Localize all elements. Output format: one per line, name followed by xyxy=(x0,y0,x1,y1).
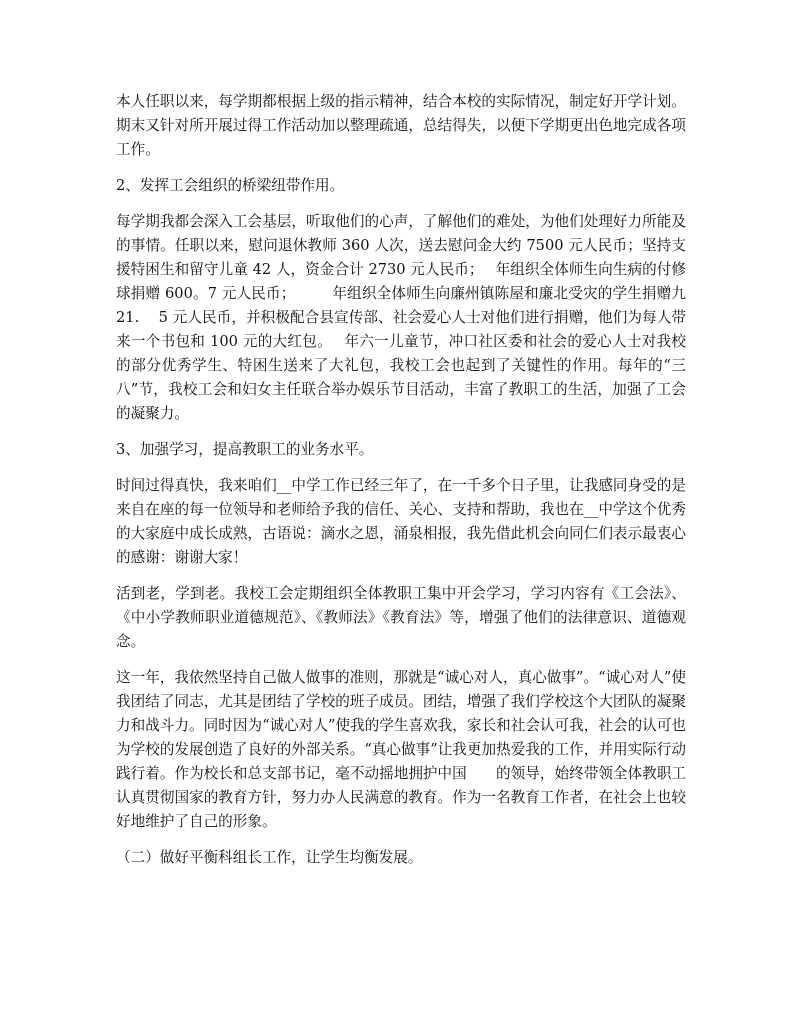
section-heading-2: 2、发挥工会组织的桥梁纽带作用。 xyxy=(116,177,345,194)
paragraph-principles: 这一年，我依然坚持自己做人做事的准则，那就是“诚心对人，真心做事”。“诚心对人”使我团结了同志，尤其是团结了学校的班子成员。团结，增强了我们学校这个大团队的凝聚力和战斗力。同时因为“诚心对人”使我的学生喜欢我，家长和社会认可我，社会的认可也为学校的发展创造了良好的外部关系。“真心做事”让我更加热爱我的工作，并用实际行动践行着。作为校长和总支部书记，毫不动摇地拥护中国 的领导，始终带领全体教职工认真贯彻国家的教育方针，努力办人民满意的教育。作为一名教育工作者，在社会上也较好地维护了自己的形象。 xyxy=(116,669,686,830)
document-body xyxy=(116,90,686,882)
paragraph-thanks: 时间过得真快，我来咱们__中学工作已经三年了，在一千多个日子里，让我感同身受的是来自在座的每一位领导和老师给予我的信任、关心、支持和帮助，我也在__中学这个优秀的大家庭中成长成熟，古语说：滴水之恩，涌泉相报，我先借此机会向同仁们表示最衷心的感谢：谢谢大家！ xyxy=(116,477,686,566)
section-heading-part-two: （二）做好平衡科组长工作，让学生均衡发展。 xyxy=(116,849,423,866)
paragraph-study: 活到老，学到老。我校工会定期组织全体教职工集中开会学习，学习内容有《工会法》、《中小学教师职业道德规范》、《教师法》《教育法》等，增强了他们的法律意识、道德观念。 xyxy=(116,585,686,650)
section-heading-3: 3、加强学习，提高教职工的业务水平。 xyxy=(116,441,374,458)
paragraph-union-work: 每学期我都会深入工会基层，听取他们的心声，了解他们的难处，为他们处理好力所能及的事情。任职以来，慰问退休教师 360 人次，送去慰问金大约 7500 元人民币；坚持支援特困生和留守儿童 42 人，资金合计 2730 元人民币； 年组织全体师生向生病的付修球捐赠 600。7 元人民币； 年组织全体师生向廉州镇陈屋和廉北受灾的学生捐赠九 21. 5 元人民币，并积极配合县宣传部、社会爱心人士对他们进行捐赠，他们为每人带来一个书包和 100 元的大红包。 年六一儿童节，冲口社区委和社会的爱心人士对我校的部分优秀学生、特困生送来了大礼包，我校工会也起到了关键性的作用。每年的“三八”节，我校工会和妇女主任联合举办娱乐节目活动，丰富了教职工的生活，加强了工会的凝聚力。 xyxy=(116,213,686,422)
paragraph-intro: 本人任职以来，每学期都根据上级的指示精神，结合本校的实际情况，制定好开学计划。期末又针对所开展过得工作活动加以整理疏通，总结得失，以便下学期更出色地完成各项工作。 xyxy=(116,93,686,158)
